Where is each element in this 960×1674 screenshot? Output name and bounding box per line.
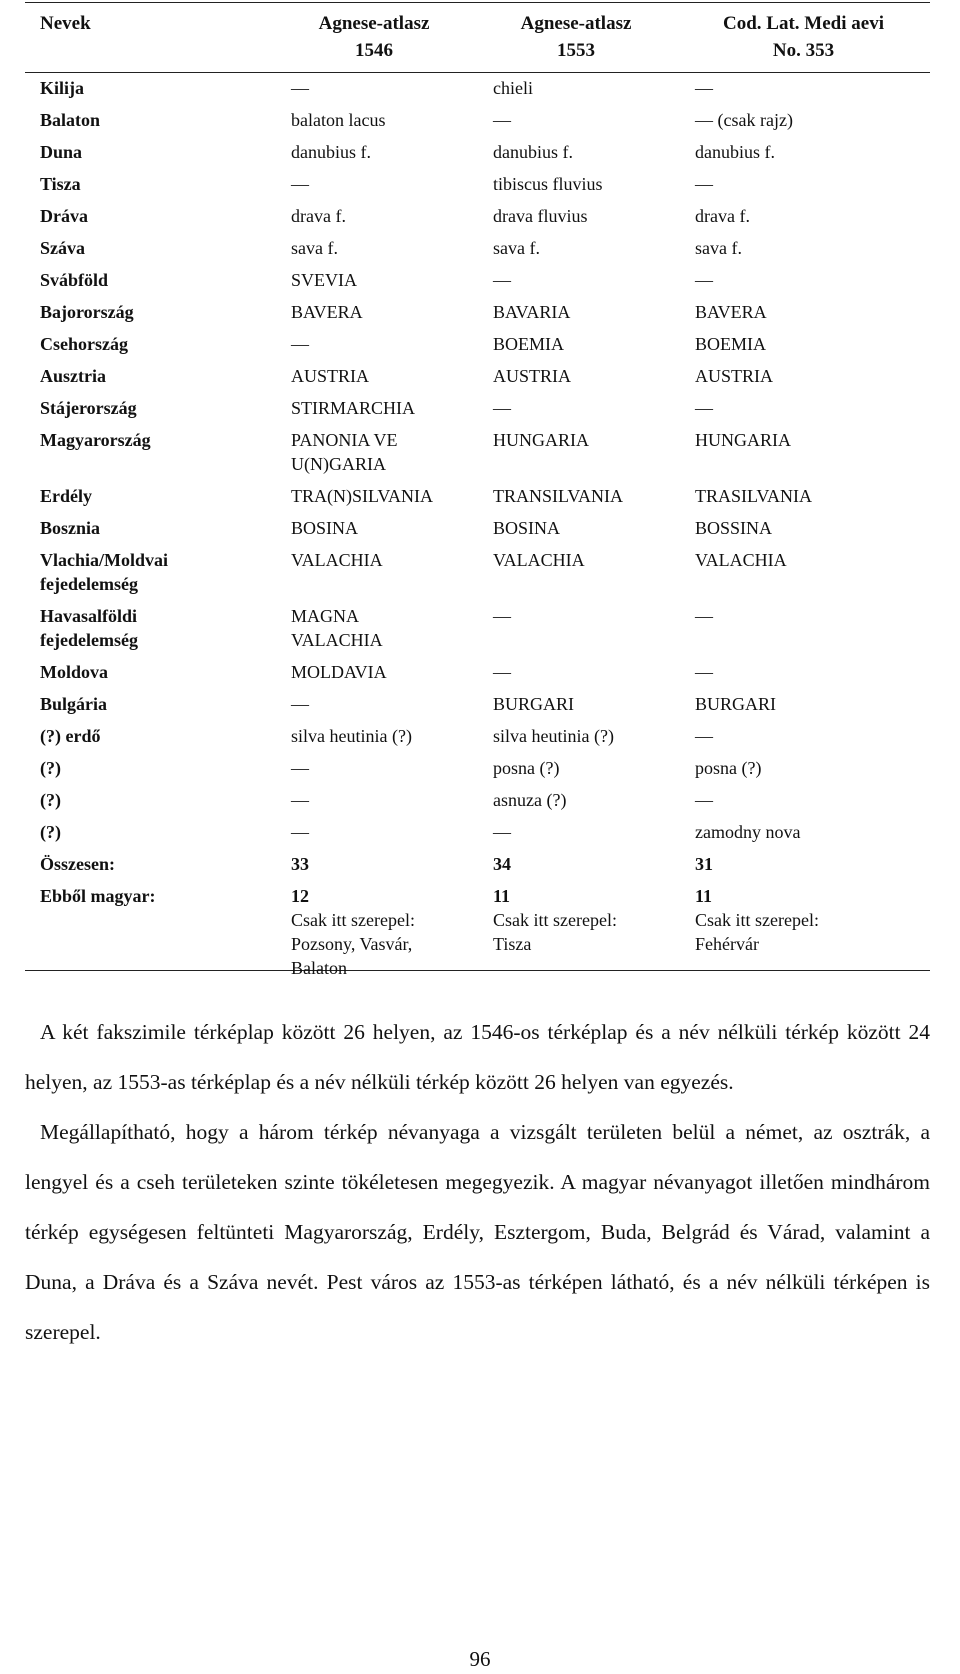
hungarian-cod-lat-note: Csak itt szerepel: Fehérvár [695,910,819,954]
hungarian-1546 [273,880,475,984]
row-name: Dráva [40,206,88,226]
table-row [25,656,930,688]
cell-1546: VALACHIA [291,550,383,570]
cell-1546: drava f. [291,206,346,226]
total-cod-lat: 31 [695,854,713,874]
cell-1553: BAVARIA [493,302,571,322]
cell-1546: MOLDAVIA [291,662,387,682]
cell-1553: AUSTRIA [493,366,572,386]
row-name: (?) [40,822,61,842]
row-name: Tisza [40,174,81,194]
cell-1553: chieli [493,78,533,98]
table-row [25,784,930,816]
cell-1546: — [291,334,309,354]
cell-1553: tibiscus fluvius [493,174,603,194]
row-name: Vlachia/Moldvai fejedelemség [40,550,169,594]
cell-1553: asnuza (?) [493,790,567,810]
paragraph: Megállapítható, hogy a három térkép névanyaga a vizsgált területen belül a német, az osztrák, a lengyel és a cseh területeken szinte tökéletesen megegyezik. A magyar névanyagot illetően mindhárom térkép egységesen feltünteti Magyarország, Erdély, Esztergom, Buda, Belgrád és Várad, valamint a Duna, a Dráva és a Száva nevét. Pest város az 1553-as térképen látható, és a név nélküli térképen is szerepel. [25,1120,930,1344]
cell-1553: BURGARI [493,694,575,714]
cell-cod-lat: BAVERA [695,302,767,322]
cell-cod-lat: zamodny nova [695,822,801,842]
cell-cod-lat: VALACHIA [695,550,787,570]
cell-1546: SVEVIA [291,270,357,290]
table-row [25,544,930,600]
row-name: (?) [40,790,61,810]
page-number: 96 [469,1647,491,1671]
table-row [25,232,930,264]
cell-cod-lat: — [695,398,713,418]
row-name: Csehország [40,334,128,354]
table-row [25,296,930,328]
cell-1553: — [493,398,511,418]
cell-1553: silva heutinia (?) [493,726,614,746]
table-row [25,424,930,480]
header-agnese-1546: Agnese-atlasz 1546 [318,13,430,61]
cell-1553: HUNGARIA [493,430,589,450]
table-row [25,136,930,168]
cell-1546: — [291,78,309,98]
cell-1546: balaton lacus [291,110,386,130]
cell-cod-lat: — [695,790,713,810]
hungarian-label: Ebből magyar: [40,886,156,906]
table-row [25,720,930,752]
cell-1546: AUSTRIA [291,366,370,386]
cell-1546: STIRMARCHIA [291,398,416,418]
table-header-row [25,4,930,71]
cell-cod-lat: — [695,270,713,290]
hungarian-1553 [475,880,677,984]
cell-cod-lat: sava f. [695,238,742,258]
cell-1553: drava fluvius [493,206,588,226]
header-agnese-1553: Agnese-atlasz 1553 [520,13,632,61]
row-name: Magyarország [40,430,151,450]
hungarian-1553-note: Csak itt szerepel: Tisza [493,910,617,954]
header-cod-lat: Cod. Lat. Medi aevi No. 353 [723,13,884,61]
cell-cod-lat: HUNGARIA [695,430,791,450]
table-row [25,752,930,784]
cell-1553: BOSINA [493,518,561,538]
table-row [25,264,930,296]
cell-1553: — [493,606,511,626]
cell-cod-lat: danubius f. [695,142,775,162]
cell-1546: PANONIA VE U(N)GARIA [291,430,398,474]
table-row [25,512,930,544]
cell-1553: — [493,270,511,290]
cell-1546: — [291,790,309,810]
table-row [25,71,930,104]
row-name: Bajorország [40,302,134,322]
table-row [25,328,930,360]
header-names: Nevek [40,13,91,34]
total-row [25,848,930,880]
cell-cod-lat: — (csak rajz) [695,110,793,130]
cell-cod-lat: drava f. [695,206,750,226]
cell-1546: — [291,174,309,194]
cell-1553: sava f. [493,238,540,258]
cell-1553: — [493,110,511,130]
hungarian-1546-count: 12 [291,886,309,906]
cell-cod-lat: posna (?) [695,758,762,778]
table-row [25,688,930,720]
table-row [25,816,930,848]
cell-1546: — [291,822,309,842]
table-row [25,168,930,200]
cell-1553: — [493,662,511,682]
table-body [25,71,930,848]
hungarian-row [25,880,930,984]
cell-1546: danubius f. [291,142,371,162]
cell-cod-lat: BOSSINA [695,518,773,538]
cell-1546: — [291,758,309,778]
cell-1546: MAGNA VALACHIA [291,606,383,650]
cell-1546: sava f. [291,238,338,258]
hungarian-1553-count: 11 [493,886,511,906]
cell-1553: BOEMIA [493,334,564,354]
cell-1546: BAVERA [291,302,363,322]
cell-cod-lat: — [695,78,713,98]
table-row [25,600,930,656]
hungarian-1546-note: Csak itt szerepel: Pozsony, Vasvár, Balaton [291,910,415,978]
cell-1553: TRANSILVANIA [493,486,624,506]
row-name: Duna [40,142,83,162]
cell-cod-lat: — [695,174,713,194]
row-name: Bosznia [40,518,101,538]
cell-1546: BOSINA [291,518,359,538]
row-name: Erdély [40,486,92,506]
row-name: (?) [40,758,61,778]
cell-1553: danubius f. [493,142,573,162]
table-top-rule [25,2,930,3]
cell-cod-lat: AUSTRIA [695,366,774,386]
cell-cod-lat: BOEMIA [695,334,766,354]
cell-cod-lat: TRASILVANIA [695,486,813,506]
total-label: Összesen: [40,854,115,874]
table-row [25,392,930,424]
paragraph: A két fakszimile térképlap között 26 helyen, az 1546-os térképlap és a név nélküli térkép között 24 helyen, az 1553-as térképlap és a név nélküli térkép között 26 helyen van egyezés. [25,1020,930,1094]
cell-1553: posna (?) [493,758,560,778]
row-name: Balaton [40,110,101,130]
cell-cod-lat: BURGARI [695,694,777,714]
cell-1546: TRA(N)SILVANIA [291,486,434,506]
hungarian-cod-lat-count: 11 [695,886,713,906]
total-1553: 34 [493,854,511,874]
row-name: (?) erdő [40,726,101,746]
row-name: Svábföld [40,270,109,290]
table-row [25,360,930,392]
cell-cod-lat: — [695,606,713,626]
cell-cod-lat: — [695,662,713,682]
table-row [25,480,930,512]
hungarian-cod-lat [677,880,930,984]
row-name: Ausztria [40,366,106,386]
cell-1553: VALACHIA [493,550,585,570]
cell-cod-lat: — [695,726,713,746]
row-name: Kilija [40,78,84,98]
cell-1546: silva heutinia (?) [291,726,412,746]
place-names-table [25,4,930,984]
row-name: Moldova [40,662,109,682]
table-row [25,104,930,136]
row-name: Stájerország [40,398,137,418]
row-name: Bulgária [40,694,108,714]
row-name: Száva [40,238,85,258]
row-name: Havasalföldi fejedelemség [40,606,138,650]
total-1546: 33 [291,854,309,874]
cell-1546: — [291,694,309,714]
table-row [25,200,930,232]
cell-1553: — [493,822,511,842]
body-text [25,1007,930,1357]
